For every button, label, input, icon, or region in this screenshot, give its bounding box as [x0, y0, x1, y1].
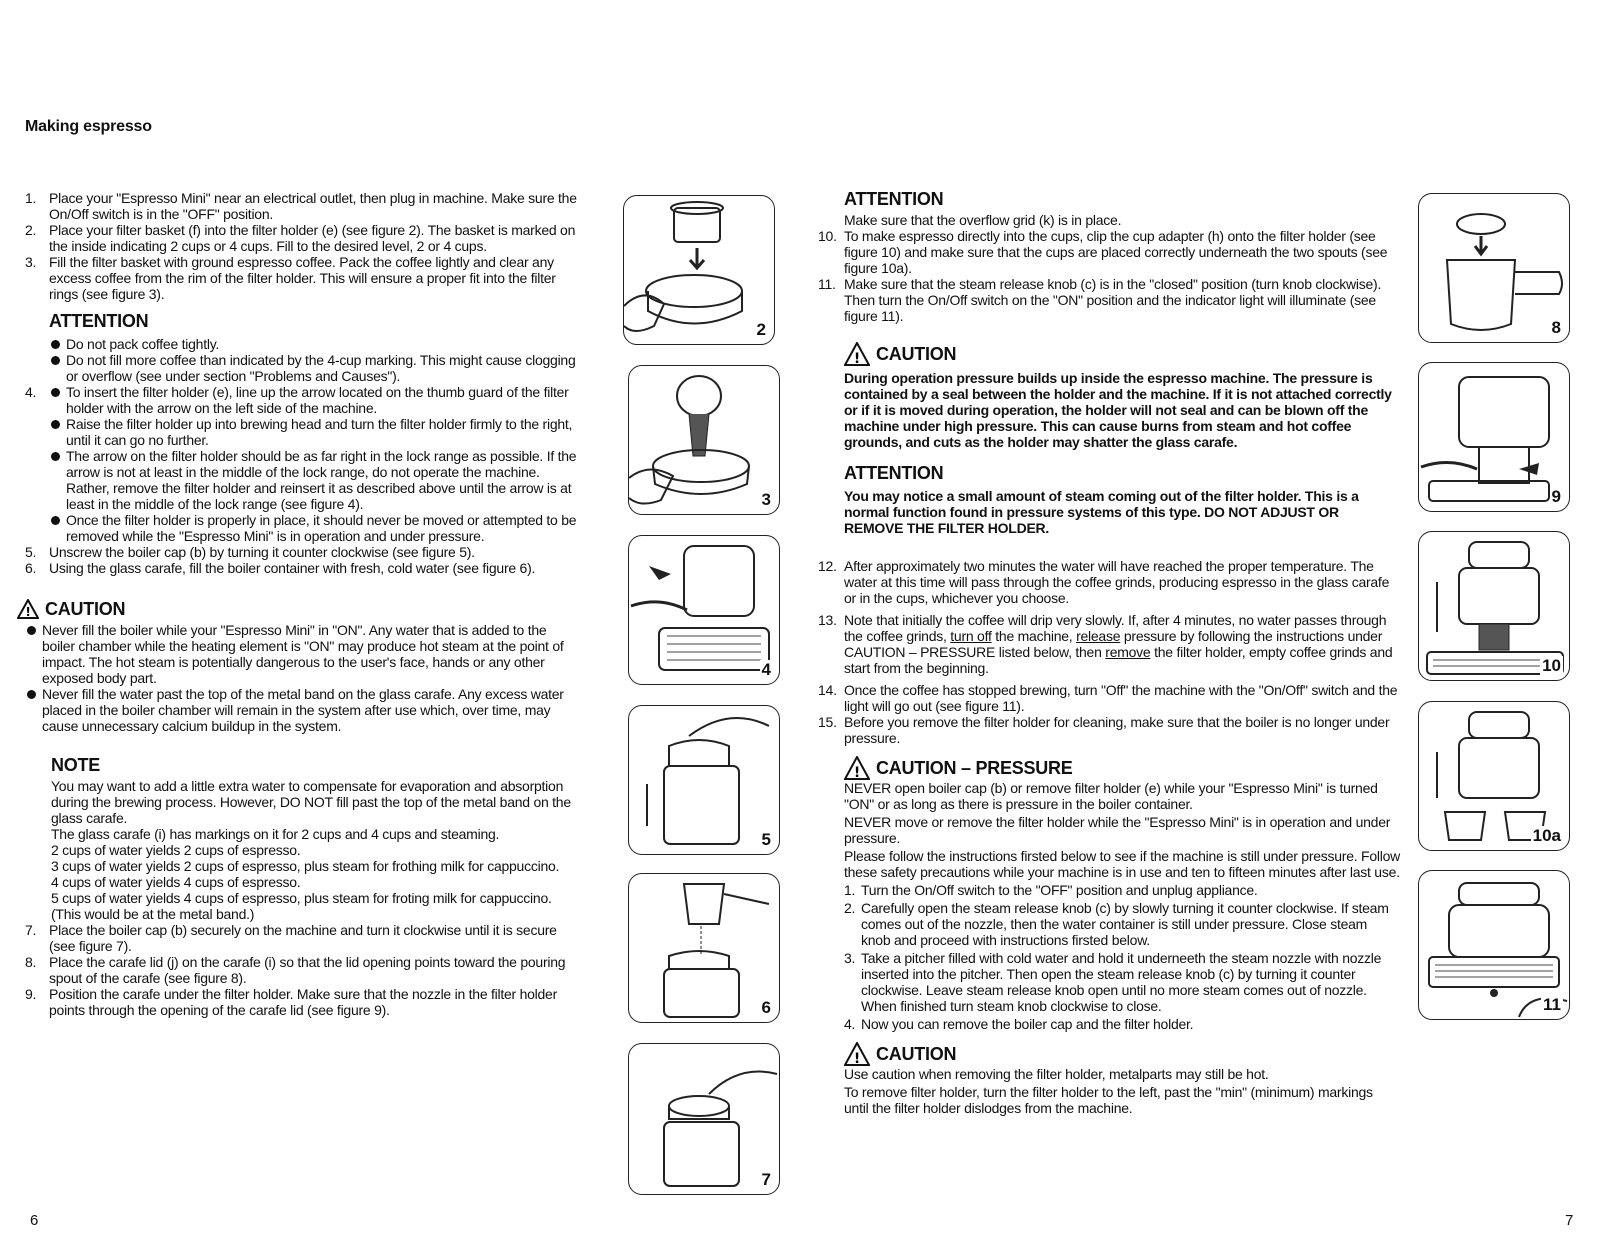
attention-text-1: Make sure that the overflow grid (k) is in place.	[844, 212, 1122, 228]
pressure-step: 1. Turn the On/Off switch to the "OFF" position and unplug appliance.	[844, 882, 1258, 898]
figure-4	[628, 535, 780, 685]
warning-icon	[844, 756, 870, 780]
step-4: 4. To insert the filter holder (e), line up the arrow located on the thumb guard of the filter holder with the arrow on the left side of the machine. Raise the filter holder up into brewing head and turn the filter holder firmly to the right, until it can go no further. The arrow on the filter holder should be as far right in the lock range as possible. If the arrow is not at least in the middle of the lock range, do not operate the machine. Rather, remove the filter holder and reinsert it as described above until the arrow is at least in the middle of the lock range (see figure 4). Once the filter holder is properly in place, it should never be moved or attempted to be removed while the "Espresso Mini" is in operation and under pressure.	[25, 384, 580, 544]
note-body	[51, 778, 580, 922]
note-line: 3 cups of water yields 2 cups of espresso, plus steam for frothing milk for cappuccino.	[51, 858, 560, 874]
warning-icon	[17, 599, 39, 619]
fill-water-illustration	[629, 874, 779, 1022]
figure-10a	[1418, 701, 1570, 851]
step-11: 11. Make sure that the steam release knob (c) is in the "closed" position (turn knob clockwise).	[818, 276, 1382, 292]
figure-11-number: 11	[1543, 995, 1561, 1014]
pressure-paragraph: NEVER move or remove the filter holder while the "Espresso Mini" is in operation and under pressure.	[844, 814, 1391, 846]
figure-3-number: 3	[761, 490, 771, 509]
figure-7-number: 7	[761, 1170, 771, 1189]
figure-10a-number: 10a	[1532, 826, 1561, 845]
pressure-step: 4. Now you can remove the boiler cap and the filter holder.	[844, 1016, 1194, 1032]
attention-heading-2: ATTENTION	[844, 463, 944, 483]
figure-10	[1418, 531, 1570, 681]
note-line: 5 cups of water yields 4 cups of espresso, plus steam for froting milk for cappuccino. (This would be at the metal band.)	[51, 890, 552, 922]
figure-6	[628, 873, 780, 1023]
filling-coffee-illustration	[629, 366, 779, 514]
note-paragraph: You may want to add a little extra water to compensate for evaporation and absorption during the brewing process. However, DO NOT fill past the top of the metal band on the glass carafe.	[51, 778, 571, 826]
figure-6-number: 6	[761, 998, 771, 1017]
step-3: 3. Fill the filter basket with ground espresso coffee. Pack the coffee lightly and clear any excess coffee from the rim of the filter holder. This will ensure a proper fit into the filter rings (see figure 3).	[25, 254, 556, 302]
close-cap-illustration	[629, 1044, 779, 1194]
figure-8	[1418, 193, 1570, 343]
pressure-paragraph: Please follow the instructions firsted below to see if the machine is still under pressure. Follow these safety precautions while your machine is in use and ten to fifteen minutes after last use.	[844, 848, 1400, 880]
step-9: 9. Position the carafe under the filter holder. Make sure that the nozzle in the filter holder points through the opening of the carafe lid (see figure 9).	[25, 986, 557, 1018]
attention-text-2: You may notice a small amount of steam coming out of the filter holder. This is a normal function found in pressure systems of this type. DO NOT ADJUST OR REMOVE THE FILTER HOLDER.	[844, 488, 1359, 536]
figure-8-number: 8	[1551, 318, 1561, 337]
attention-bullet: Do not pack coffee tightly.	[49, 336, 580, 352]
warning-icon	[844, 342, 870, 366]
note-line: The glass carafe (i) has markings on it for 2 cups and 4 cups and steaming.	[51, 826, 500, 842]
step-4-bullet: The arrow on the filter holder should be as far right in the lock range as possible. If the arrow is not at least in the middle of the lock range, do not operate the machine. Rather, remove the filter holder and reinsert it as described above until the arrow is at least in the middle of the lock range (see figure 4).	[49, 448, 580, 512]
step-4-bullet: Once the filter holder is properly in place, it should never be moved or attempted to be removed while the "Espresso Mini" is in operation and under pressure.	[49, 512, 580, 544]
step-13: 13. Note that initially the coffee will drip very slowly. If, after 4 minutes, no water passes through the coffee grinds, turn off the machine, release pressure by following the instructions under CAUTION – PRESSURE listed below, then remove the filter holder, empty coffee grinds and start from the beginning.	[818, 612, 1393, 676]
caution-bullet: Never fill the boiler while your "Espresso Mini" in "ON". Any water that is added to the boiler chamber while the heating element is "ON" may produce hot steam at the point of impact. The hot steam is potentially dangerous to the user's face, hands or any other exposed body part.	[25, 622, 580, 686]
figure-9	[1418, 362, 1570, 512]
svg-text:!: !	[853, 1051, 861, 1066]
page-number-right: 7	[1565, 1212, 1574, 1229]
step-6: 6. Using the glass carafe, fill the boiler container with fresh, cold water (see figure 6).	[25, 560, 536, 576]
figure-3	[628, 365, 780, 515]
step-1: 1. Place your "Espresso Mini" near an electrical outlet, then plug in machine. Make sure the On/Off switch is in the "OFF" position.	[25, 190, 577, 222]
pressure-body	[844, 780, 1400, 1032]
pressure-step: 3. Take a pitcher filled with cold water and hold it underneeth the steam nozzle with nozzle inserted into the pitcher. Then open the steam release knob (c) by turning it counter clockwise. Leave steam release knob open until no more steam comes out of nozzle. When finished turn steam knob clockwise to close.	[844, 950, 1382, 1014]
caution-text-1: During operation pressure builds up inside the espresso machine. The pressure is contained by a seal between the holder and the machine. If it is not attached correctly or if it is moved during operation, the holder will not seal and can be blown off the machine under high pressure. This can cause burns from steam and hot coffee grounds, and cuts as the holder may shatter the glass carafe.	[844, 370, 1392, 450]
caution-bullet: Never fill the water past the top of the metal band on the glass carafe. Any excess water placed in the boiler chamber will remain in the system after use which, over time, may cause unnecessary calcium buildup in the system.	[25, 686, 580, 734]
step-8: 8. Place the carafe lid (j) on the carafe (i) so that the lid opening points toward the pouring spout of the carafe (see figure 8).	[25, 954, 566, 986]
caution-heading-2: ! CAUTION	[844, 1042, 1400, 1066]
figure-10-number: 10	[1542, 656, 1561, 675]
step-5: 5. Unscrew the boiler cap (b) by turning it counter clockwise (see figure 5).	[25, 544, 475, 560]
figure-5	[628, 705, 780, 855]
figure-11	[1418, 870, 1570, 1020]
attention-list	[49, 336, 580, 384]
page-number-left: 6	[30, 1212, 39, 1229]
caution-text-2: Use caution when removing the filter holder, metalparts may still be hot.	[844, 1066, 1269, 1082]
figure-7	[628, 1043, 780, 1195]
steps-1-3	[25, 190, 580, 302]
step-10: 10. To make espresso directly into the cups, clip the cup adapter (h) onto the filter holder (see figure 10) and make sure that the cups are placed correctly underneath the two spouts (see figure 10a).	[818, 228, 1388, 276]
caution-pressure-heading: ! CAUTION – PRESSURE	[844, 756, 1400, 780]
page-title: Making espresso	[25, 118, 152, 135]
figure-2	[623, 195, 775, 345]
left-column	[25, 190, 580, 1018]
carafe-position-illustration	[1419, 363, 1569, 511]
warning-icon	[844, 1042, 870, 1066]
insert-filter-holder-illustration	[629, 536, 779, 684]
svg-text:!: !	[853, 351, 861, 366]
caution-text-2b: To remove filter holder, turn the filter holder to the left, past the "min" (minimum) markings until the filter holder dislodges from the machine.	[844, 1084, 1373, 1116]
pressure-paragraph: NEVER open boiler cap (b) or remove filter holder (e) while your "Espresso Mini" is turned "ON" or as long as there is pressure in the boiler container.	[844, 780, 1378, 812]
attention-heading: ATTENTION	[49, 311, 149, 331]
caution-heading-1: ! CAUTION	[844, 342, 1400, 366]
attention-bullet: Do not fill more coffee than indicated by the 4-cup marking. This might cause clogging or overflow (see under section "Problems and Causes").	[49, 352, 580, 384]
svg-text:!: !	[853, 765, 861, 780]
svg-text:!: !	[25, 605, 31, 619]
step-7: 7. Place the boiler cap (b) securely on the machine and turn it clockwise until it is secure (see figure 7).	[25, 922, 557, 954]
step-2: 2. Place your filter basket (f) into the filter holder (e) (see figure 2). The basket is marked on the inside indicating 2 cups or 4 cups. Fill to the desired level, 2 or 4 cups.	[25, 222, 576, 254]
step-14: 14. Once the coffee has stopped brewing, turn "Off" the machine with the "On/Off" switch and the light will go out (see figure 11).	[818, 682, 1398, 714]
caution-heading: ! CAUTION	[17, 598, 580, 620]
step-15: 15. Before you remove the filter holder for cleaning, make sure that the boiler is no longer under pressure.	[818, 714, 1390, 746]
figure-9-number: 9	[1551, 487, 1561, 506]
step-4-bullet: To insert the filter holder (e), line up the arrow located on the thumb guard of the filter holder with the arrow on the left side of the machine.	[49, 384, 580, 416]
pressure-step: 2. Carefully open the steam release knob (c) by slowly turning it counter clockwise. If steam comes out of the nozzle, then the water container is still under pressure. Close steam knob and proceed with instructions firsted below.	[844, 900, 1389, 948]
step-12: 12. After approximately two minutes the water will have reached the proper temperature. The water at this time will pass through the coffee grinds, producing espresso in the glass carafe or in the cups, whichever you choose.	[818, 558, 1390, 606]
step-11-extra: Then turn the On/Off switch on the "ON" position and the indicator light will illuminate (see figure 11).	[844, 292, 1376, 324]
note-line: 4 cups of water yields 4 cups of espresso.	[51, 874, 301, 890]
attention-heading-1: ATTENTION	[844, 189, 944, 209]
note-line: 2 cups of water yields 2 cups of espresso.	[51, 842, 301, 858]
figure-5-number: 5	[761, 830, 771, 849]
figure-2-number: 2	[756, 320, 766, 339]
unscrew-cap-illustration	[629, 706, 779, 854]
carafe-lid-illustration	[1419, 194, 1569, 342]
step-4-bullet: Raise the filter holder up into brewing head and turn the filter holder firmly to the right, until it can go no further.	[49, 416, 580, 448]
figure-4-number: 4	[761, 660, 771, 679]
note-heading: NOTE	[51, 755, 101, 775]
right-column	[818, 188, 1400, 1116]
filter-basket-illustration	[624, 196, 774, 344]
caution-list	[25, 622, 580, 734]
